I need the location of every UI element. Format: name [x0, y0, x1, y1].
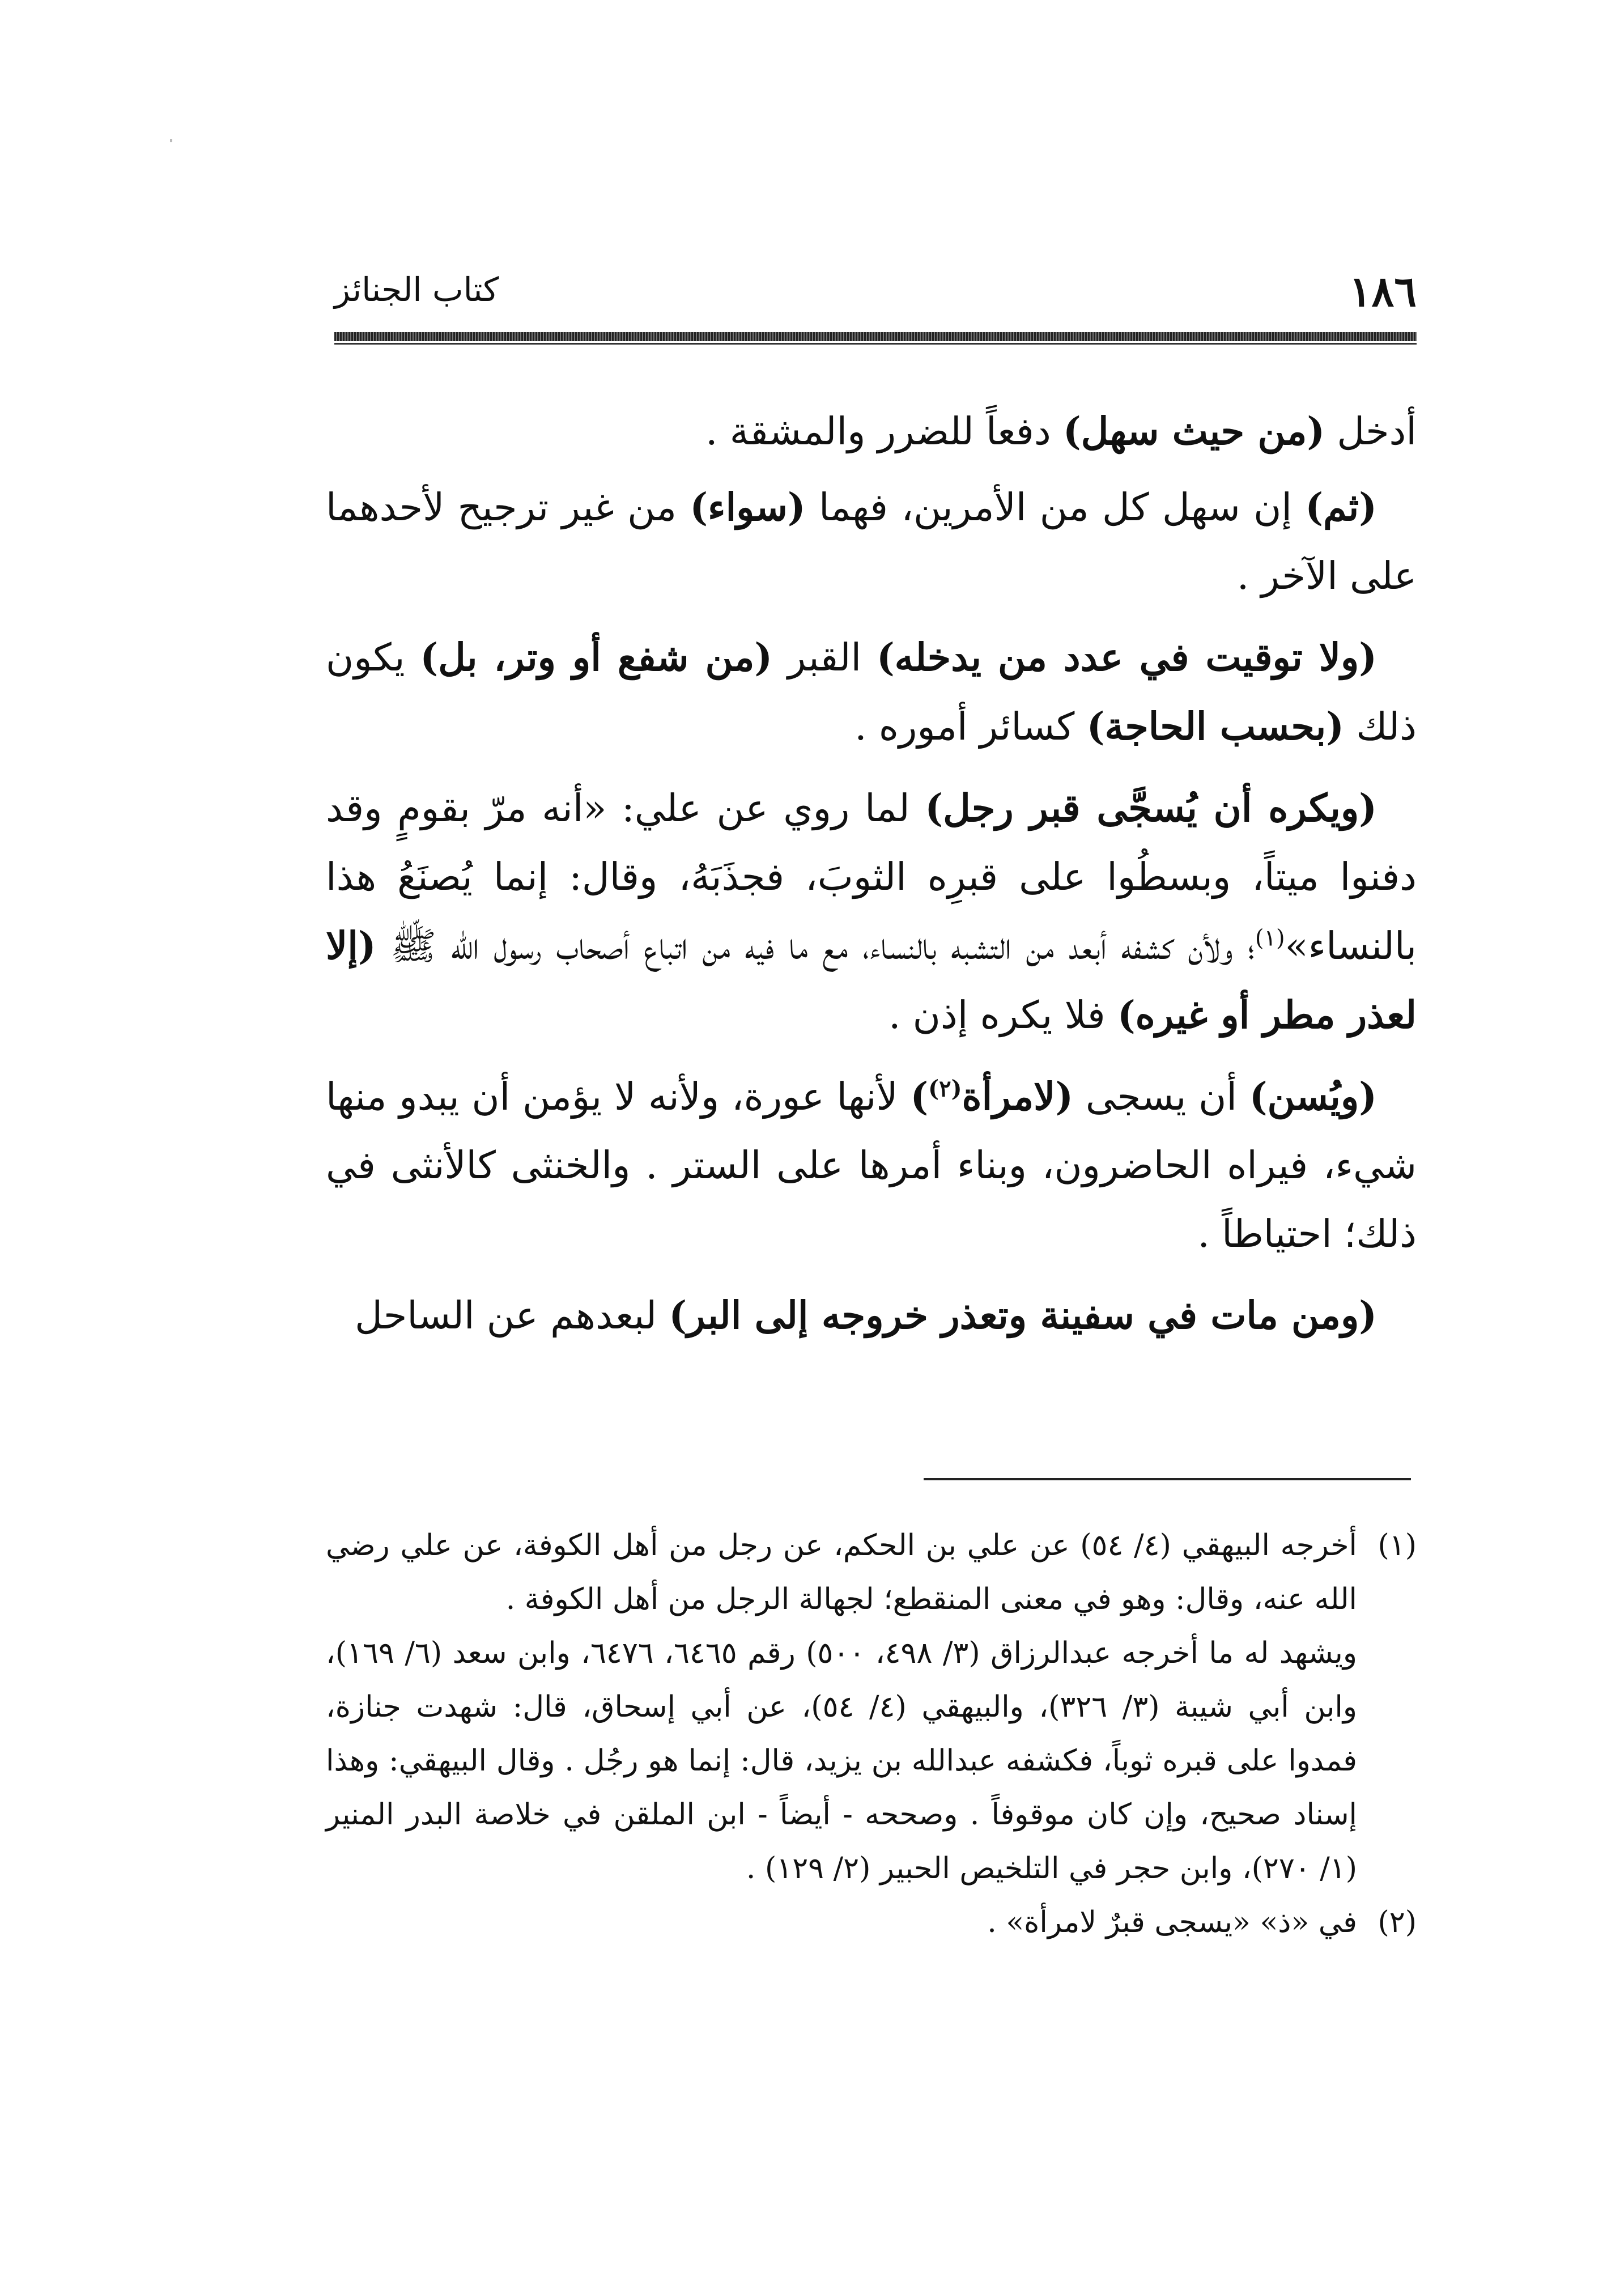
- footnotes: [326, 1519, 1417, 1950]
- bold-text: (من حيث سهل): [1062, 409, 1325, 453]
- bold-text: (ثم): [1305, 485, 1377, 529]
- bold-text: (ومن مات في سفينة وتعذر خروجه إلى البر): [669, 1293, 1377, 1337]
- header-rule-line: [334, 343, 1417, 345]
- bold-text: (ولا توقيت في عدد من يدخله): [876, 635, 1377, 680]
- bold-text: (ويُسن): [1249, 1074, 1377, 1119]
- main-text: [326, 397, 1417, 1362]
- running-header: [334, 266, 1417, 329]
- text-run: يكون ذلك: [326, 635, 1417, 749]
- footnote-1: [326, 1519, 1417, 1627]
- text-run: لما روي عن علي: «أنه مرّ بقومٍ وقد دفنوا ميتاً، وبسطُوا على قبرِه الثوبَ، فجذَبَهُ، وقال: إنما يُصنَعُ هذا بالنساء»: [326, 786, 1417, 968]
- text-run: القبر: [772, 635, 877, 680]
- footnote-1-continuation: ويشهد له ما أخرجه عبدالرزاق (٣/ ٤٩٨، ٥٠٠) رقم ٦٤٦٥، ٦٤٧٦، وابن سعد (٦/ ١٦٩)، وابن أبي شيبة (٣/ ٣٢٦)، والبيهقي (٤/ ٥٤)، عن أبي إسحاق، قال: شهدت جنازة، فمدوا على قبره ثوباً، فكشفه عبدالله بن يزيد، قال: إنما هو رجُل . وقال البيهقي: وهذا إسناد صحيح، وإن كان موقوفاً . وصححه - أيضاً - ابن الملقن في خلاصة البدر المنير (١/ ٢٧٠)، وابن حجر في التلخيص الحبير (٢/ ١٢٩) .: [326, 1636, 1357, 1886]
- footnote-number: (١): [1378, 1528, 1417, 1562]
- scan-speck: [170, 139, 172, 142]
- paragraph-5: [326, 1062, 1417, 1268]
- bold-text: ): [910, 1074, 929, 1119]
- text-run: لأنها عورة، ولأنه لا يؤمن أن يبدو منها شيء، فيراه الحاضرون، وبناء أمرها على الستر . والخنثى كالأنثى في ذلك؛ احتياطاً .: [326, 1075, 1417, 1256]
- text-run: دفعاً للضرر والمشقة .: [705, 409, 1063, 453]
- footnote-2: [326, 1896, 1417, 1950]
- book-title: كتاب الجنائز: [334, 270, 499, 309]
- text-run: إن سهل كل من الأمرين، فهما: [805, 485, 1306, 529]
- page-number: ١٨٦: [1349, 267, 1417, 316]
- paragraph-2: [326, 473, 1417, 610]
- text-run: كسائر أموره .: [854, 704, 1087, 749]
- footnote-ref-2[interactable]: (٢): [928, 1075, 962, 1102]
- paragraph-6: [326, 1281, 1417, 1350]
- footnote-text: في «ذ» «يسجى قبرٌ لامرأة» .: [987, 1905, 1357, 1939]
- text-run: لبعدهم عن الساحل: [355, 1293, 669, 1337]
- bold-text: (ويكره أن يُسجَّى قبر رجل): [925, 785, 1377, 830]
- text-run: فلا يكره إذن .: [888, 993, 1117, 1037]
- paragraph-3: [326, 623, 1417, 761]
- footnote-number: (٢): [1378, 1905, 1417, 1939]
- footnote-separator: [924, 1478, 1411, 1480]
- text-run: ؛ ولأن كشفه أبعد من التشبه بالنساء، مع ما فيه من اتباع أصحاب رسول الله ﷺ: [376, 924, 1255, 968]
- bold-text: (إلا لعذر مطر أو غيره): [326, 923, 1417, 1037]
- text-run: من غير ترجيح لأحدهما على الآخر .: [326, 485, 1417, 598]
- paragraph-4: [326, 774, 1417, 1050]
- paragraph-1: [326, 397, 1417, 466]
- bold-text: (بحسب الحاجة): [1086, 704, 1344, 749]
- bold-text: (سواء): [690, 485, 806, 529]
- header-rule: [334, 332, 1417, 341]
- text-run: أن يسجى: [1073, 1075, 1249, 1119]
- bold-text: (من شفع أو وتر، بل): [420, 635, 773, 680]
- bold-text: (لامرأة: [962, 1074, 1074, 1119]
- text-run: أدخل: [1325, 409, 1417, 453]
- footnote-ref-1[interactable]: (١): [1255, 925, 1285, 952]
- footnote-text: أخرجه البيهقي (٤/ ٥٤) عن علي بن الحكم، عن رجل من أهل الكوفة، عن علي رضي الله عنه، وقال: وهو في معنى المنقطع؛ لجهالة الرجل من أهل الكوفة .: [326, 1528, 1357, 1616]
